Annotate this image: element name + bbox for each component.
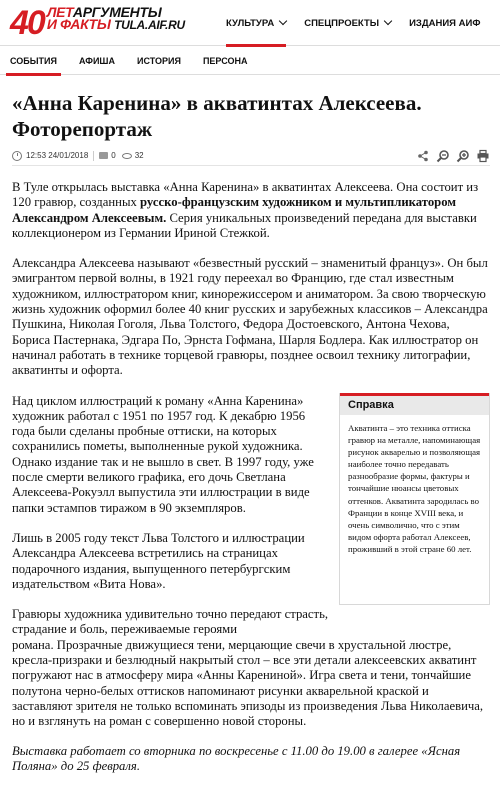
chevron-down-icon [384, 17, 392, 25]
info-box-text: Акватинта – это техника оттиска гравюр на металле, напоминающая рисунок акварелью и позволяющая наиболее точно передавать разнообразие формы, фактуры и тончайшие нюансы цветовых оттенков. Акватинта зародилась во Франции в конце XVIII века, и очень символично, что с этим видом офорта работал Алексеев, проживший в этой стране 60 лет. [348, 423, 481, 554]
chevron-down-icon [279, 17, 287, 25]
sub-nav [0, 47, 500, 75]
top-nav [226, 0, 498, 46]
view-count: 32 [134, 151, 144, 160]
logo-domain: TULA.AIF.RU [114, 18, 185, 32]
subnav-persona[interactable]: ПЕРСОНА [202, 55, 248, 66]
nav-specprojects[interactable]: СПЕЦПРОЕКТЫ [304, 0, 391, 46]
logo-let: ЛЕТ [46, 4, 73, 20]
paragraph-1-bold: русско-французским художником и мультипликатором Александром Алексеевым. [12, 195, 456, 225]
article-title: «Анна Каренина» в акватинтах Алексеева. Фоторепортаж [12, 91, 422, 141]
paragraph-2: Александра Алексеева называют «безвестный русский – знаменитый француз». Он был эмигрантом первой волны, в 1921 году переехал во Францию, где стал известным художником, иллюстратором книг, кинорежиссером и аниматором. За свою творческую жизнь художник оформил более 40 книг русских и зарубежных классиков – Александра Пушкина, Николая Гоголя, Льва Толстого, Федора Достоевского, Антона Чехова, Бориса Пастернака, Эдгара По, Эрнста Гофмана, Шарля Бодлера. Как иллюстратор он начинал работать в технике торцевой гравюры, позднее освоил технику литографии, акватинты и офорта. [12, 256, 488, 378]
logo-argumenty: АРГУМЕНТЫ [72, 4, 162, 20]
article-datetime: 12:53 24/01/2018 [26, 151, 89, 160]
site-logo[interactable] [10, 6, 185, 40]
paragraph-4: Лишь в 2005 году текст Льва Толстого и иллюстрации Александра Алексеева встретились на страницах подарочного издания, выпущенного петербургским издательством «Вита Нова». [12, 530, 305, 591]
share-icon[interactable] [416, 149, 430, 163]
divider [93, 151, 94, 161]
zoom-in-icon[interactable] [456, 149, 470, 163]
comment-icon[interactable] [99, 152, 108, 159]
info-box-title: Справка [340, 393, 489, 415]
paragraph-3: Над циклом иллюстраций к роману «Анна Каренина» художник работал с 1951 по 1957 год. К декабрю 1956 года были сделаны пробные оттиски, на которых сохранились пометы, выполненные рукой художника. Однако издание так и не вышло в свет. В 1997 году, уже после смерти великого графика, его дочь Светлана Алексеева-Рокуэлл выпустила эти иллюстрации в виде папки эстампов тиражом в 90 экземпляров. [12, 393, 314, 515]
paragraph-1: В Туле открылась выставка «Анна Каренина» в акватинтах Алексеева. Она состоит из 120 гравюр, созданных русско-французским художником и мультипликатором Александром Алексеевым. Серия уникальных произведений передана для выставки коллекционером из Германии Ириной Стежкой. [12, 180, 479, 240]
logo-ifakty: И ФАКТЫ [46, 16, 111, 32]
subnav-afisha[interactable]: АФИША [79, 55, 115, 66]
paragraph-5: Гравюры художника удивительно точно передают страсть, страдание и боль, переживаемые героями романа. Прозрачные движущиеся тени, мерцающие свечи в хрустальной люстре, кресла-призраки и безлюдный накрытый стол – все эти детали алексеевских акватинт погружают нас в атмосферу мира «Анны Карениной». Игра света и тени, тончайшие полутона черно-белых оттисков напоминают рисунки акварельной краской и заставляют зрителя не только вспоминать эпизоды из произведения Льва Николаевича, но и взглянуть на роман с совершенно новой стороны. [12, 607, 484, 729]
logo-text [47, 6, 185, 31]
subnav-history[interactable]: ИСТОРИЯ [136, 55, 181, 66]
clock-icon [12, 151, 22, 161]
article-meta [12, 146, 490, 166]
logo-number: 40 [10, 4, 44, 42]
subnav-events[interactable]: СОБЫТИЯ [10, 47, 57, 75]
zoom-out-icon[interactable] [436, 149, 450, 163]
eye-icon [122, 153, 132, 159]
nav-culture[interactable]: КУЛЬТУРА [226, 0, 286, 46]
info-box [339, 393, 490, 605]
top-header [0, 0, 500, 46]
nav-editions[interactable]: ИЗДАНИЯ АИФ [409, 17, 481, 29]
print-icon[interactable] [476, 149, 490, 163]
article-tools [410, 149, 490, 163]
comment-count[interactable]: 0 [111, 151, 116, 160]
exhibition-note: Выставка работает со вторника по воскресенье с 11.00 до 19.00 в галерее «Ясная Поляна» до 25 февраля. [12, 743, 461, 773]
